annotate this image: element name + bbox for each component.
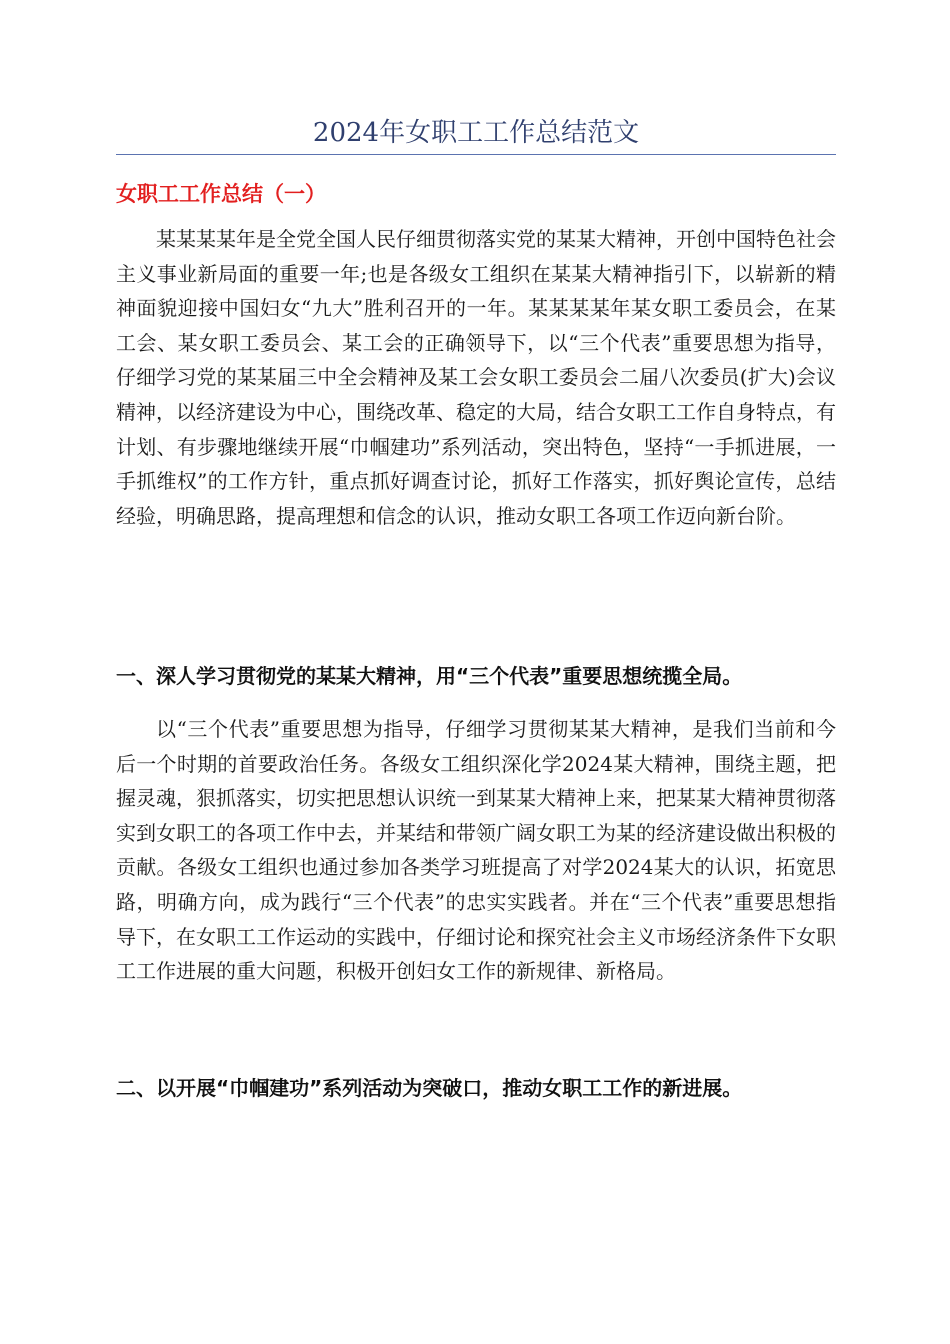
- section-heading: 女职工工作总结（一）: [116, 182, 326, 206]
- subheading-one: 一、深人学习贯彻党的某某大精神，用“三个代表”重要思想统揽全局。: [116, 664, 743, 688]
- paragraph-study: 以“三个代表”重要思想为指导，仔细学习贯彻某某大精神，是我们当前和今后一个时期的首要政治任务。各级女工组织深化学2024某大精神，围绕主题，把握灵魂，狠抓落实，切实把思想认识统一到某某大精神上来，把某某大精神贯彻落实到女职工的各项工作中去，并某结和带领广阔女职工为某的经济建设做出积极的贡献。各级女工组织也通过参加各类学习班提高了对学2024某大的认识，拓宽思路，明确方向，成为践行“三个代表”的忠实实践者。并在“三个代表”重要思想指导下，在女职工工作运动的实践中，仔细讨论和探究社会主义市场经济条件下女职工工作进展的重大问题，积极开创妇女工作的新规律、新格局。: [116, 717, 836, 984]
- title-underline: [116, 154, 836, 155]
- document-title: 2024年女职工工作总结范文: [312, 118, 640, 148]
- subheading-two: 二、以开展“巾帼建功”系列活动为突破口，推动女职工工作的新进展。: [116, 1076, 743, 1100]
- paragraph-intro: 某某某某年是全党全国人民仔细贯彻落实党的某某大精神，开创中国特色社会主义事业新局面的重要一年;也是各级女工组织在某某大精神指引下，以崭新的精神面貌迎接中国妇女“九大”胜利召开的一年。某某某某年某女职工委员会，在某工会、某女职工委员会、某工会的正确领导下，以“三个代表”重要思想为指导，仔细学习党的某某届三中全会精神及某工会女职工委员会二届八次委员(扩大)会议精神，以经济建设为中心，围绕改革、稳定的大局，结合女职工工作自身特点，有计划、有步骤地继续开展“巾帼建功”系列活动，突出特色，坚持“一手抓进展，一手抓维权”的工作方针，重点抓好调查讨论，抓好工作落实，抓好舆论宣传，总结经验，明确思路，提高理想和信念的认识，推动女职工各项工作迈向新台阶。: [116, 227, 836, 528]
